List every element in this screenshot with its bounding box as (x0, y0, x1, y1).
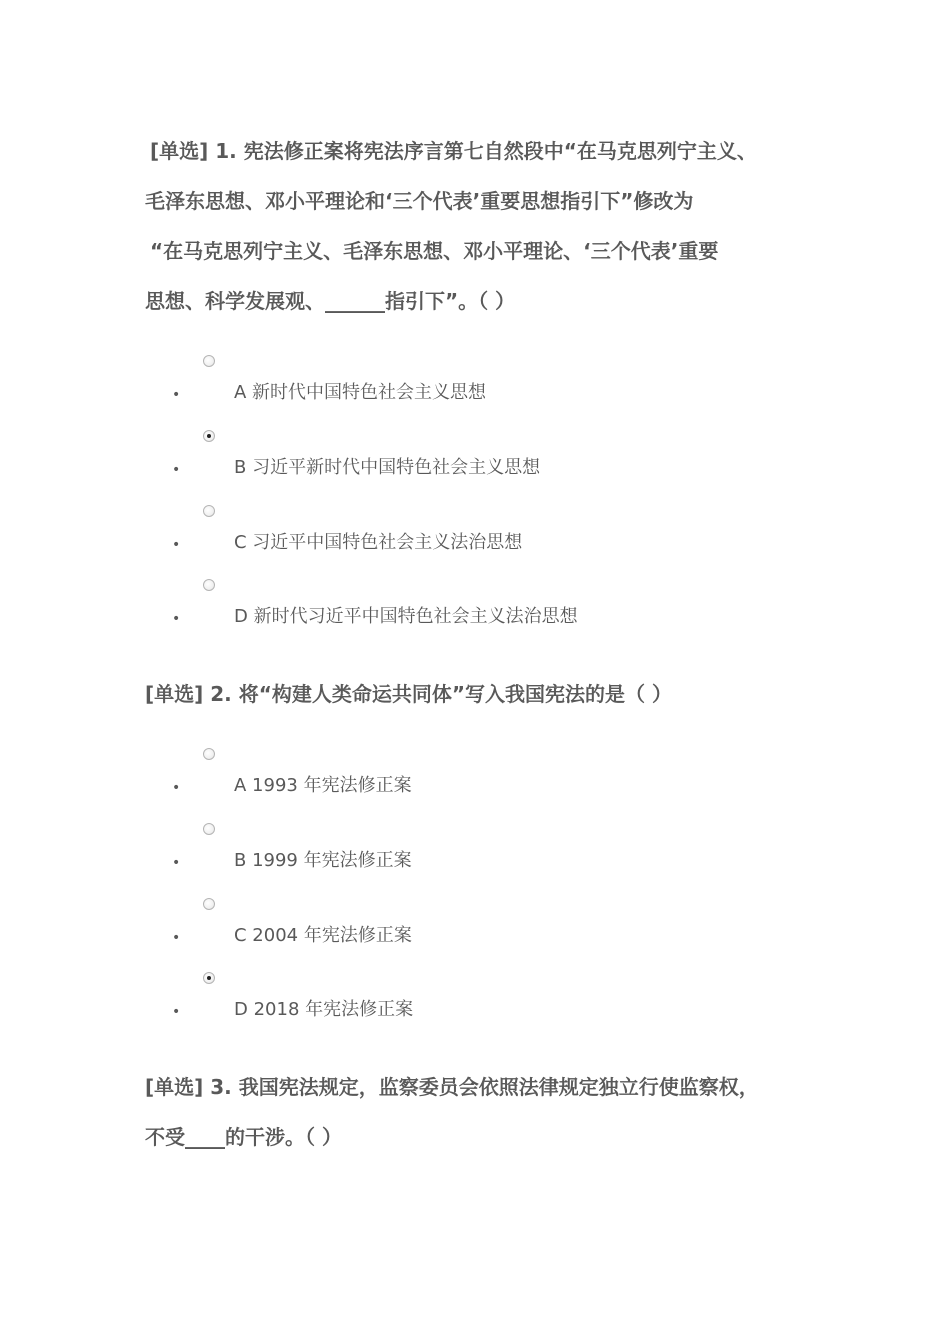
bullet-icon: • (172, 462, 181, 478)
question-1-line-3: “在马克思列宁主义、毛泽东思想、邓小平理论、‘三个代表’重要 (150, 239, 719, 263)
radio-button[interactable] (203, 505, 215, 517)
bullet-icon: • (172, 930, 181, 946)
question-2-line-1: [单选] 2. 将“构建人类命运共同体”写入我国宪法的是（ ） (145, 682, 672, 706)
option-label: B 习近平新时代中国特色社会主义思想 (234, 457, 541, 478)
radio-button[interactable] (203, 355, 215, 367)
option-label: B 1999 年宪法修正案 (234, 850, 412, 871)
bullet-icon: • (172, 855, 181, 871)
question-1-line-1: [单选] 1. 宪法修正案将宪法序言第七自然段中“在马克思列宁主义、 (150, 139, 757, 163)
bullet-icon: • (172, 537, 181, 553)
radio-button[interactable] (203, 898, 215, 910)
radio-button-selected[interactable] (203, 972, 215, 984)
option-label: C 习近平中国特色社会主义法治思想 (234, 532, 523, 553)
option-label: A 新时代中国特色社会主义思想 (234, 382, 487, 403)
bullet-icon: • (172, 1004, 181, 1020)
radio-button[interactable] (203, 823, 215, 835)
question-3-line-2: 不受____的干涉。（ ） (145, 1125, 342, 1149)
bullet-icon: • (172, 387, 181, 403)
option-label: C 2004 年宪法修正案 (234, 925, 412, 946)
radio-button[interactable] (203, 579, 215, 591)
radio-button[interactable] (203, 748, 215, 760)
radio-button-selected[interactable] (203, 430, 215, 442)
option-label: A 1993 年宪法修正案 (234, 775, 412, 796)
question-1-line-2: 毛泽东思想、邓小平理论和‘三个代表’重要思想指引下”修改为 (145, 189, 694, 213)
bullet-icon: • (172, 611, 181, 627)
option-label: D 2018 年宪法修正案 (234, 999, 414, 1020)
option-label: D 新时代习近平中国特色社会主义法治思想 (234, 606, 578, 627)
question-1-line-4: 思想、科学发展观、______指引下”。（ ） (145, 289, 516, 313)
bullet-icon: • (172, 780, 181, 796)
question-3-line-1: [单选] 3. 我国宪法规定，监察委员会依照法律规定独立行使监察权， (145, 1075, 759, 1099)
